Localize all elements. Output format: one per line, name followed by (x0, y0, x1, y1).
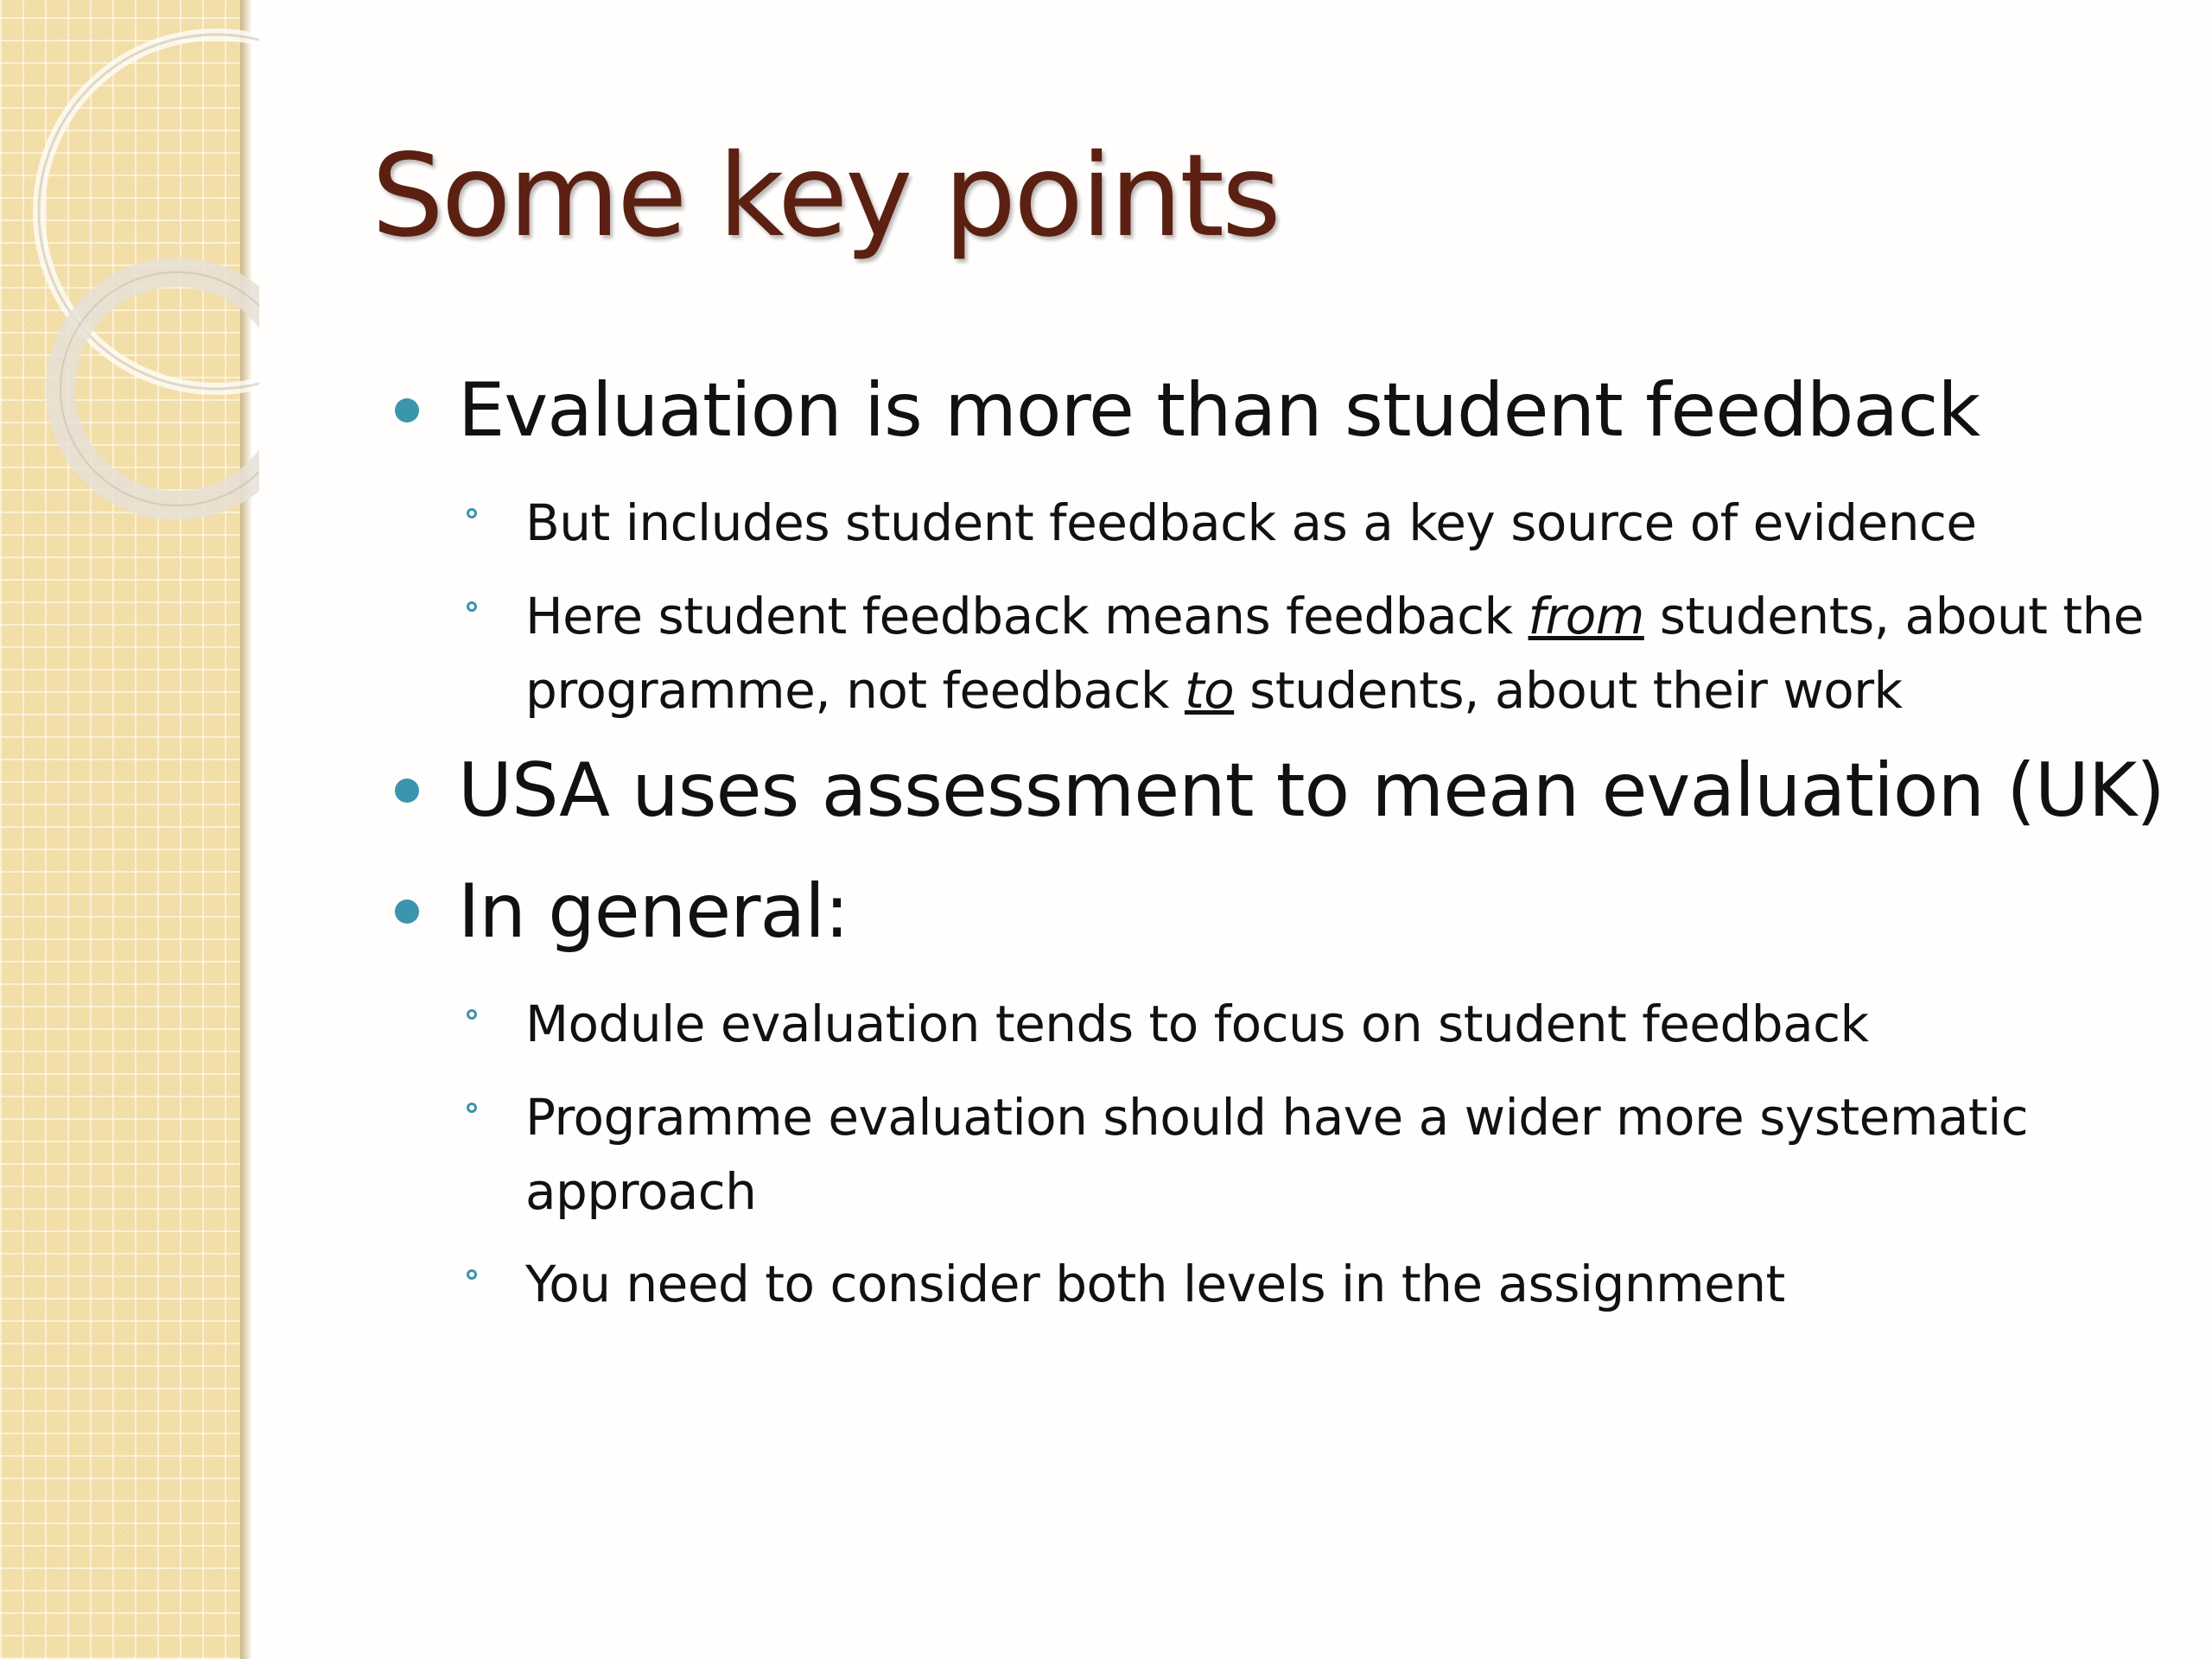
sub-bullet-feedback-meaning (525, 579, 2144, 728)
sub-bullet-circle-icon (467, 1009, 477, 1020)
bullet-dot-icon (395, 398, 419, 423)
bullet-evaluation (458, 367, 1980, 454)
bullet-usa-assessment (458, 747, 2164, 834)
sub-bullet-text: Module evaluation tends to focus on student feedback (525, 995, 1869, 1053)
emphasis-to: to (1184, 661, 1235, 720)
slide-title: Some key points (372, 130, 1279, 263)
sub-bullet-circle-icon (467, 601, 477, 612)
decorative-rings (0, 0, 259, 553)
bullet-text: USA uses assessment to mean evaluation (UK) (458, 747, 2164, 834)
text-segment: programme, not feedback (525, 661, 1185, 720)
text-segment: Here student feedback means feedback (525, 587, 1529, 645)
bullet-list (380, 0, 2177, 1659)
sub-bullet-line-1 (525, 579, 2144, 653)
sub-bullet-circle-icon (467, 1103, 477, 1113)
sub-bullet-circle-icon (467, 1269, 477, 1280)
bullet-text: Evaluation is more than student feedback (458, 367, 1980, 454)
sub-bullet-line-1: Programme evaluation should have a wider more systematic (525, 1088, 2029, 1147)
bullet-text: In general: (458, 868, 849, 955)
bullet-in-general (458, 868, 849, 955)
bullet-dot-icon (395, 899, 419, 924)
sub-bullet-circle-icon (467, 508, 477, 518)
sub-bullet-line-2: approach (525, 1162, 757, 1221)
text-segment: students, about their work (1234, 661, 1903, 720)
sub-bullet-text: But includes student feedback as a key source of evidence (525, 493, 1977, 552)
sub-bullet-includes-feedback (525, 486, 1977, 560)
emphasis-from: from (1528, 587, 1644, 645)
sub-bullet-line-2 (525, 653, 2144, 728)
text-segment: students, about the (1643, 587, 2144, 645)
sub-bullet-programme-evaluation (525, 1080, 2028, 1229)
sub-bullet-both-levels (525, 1247, 1785, 1321)
bullet-dot-icon (395, 779, 419, 803)
sub-bullet-text: You need to consider both levels in the assignment (525, 1255, 1785, 1313)
sub-bullet-module-evaluation (525, 987, 1869, 1061)
